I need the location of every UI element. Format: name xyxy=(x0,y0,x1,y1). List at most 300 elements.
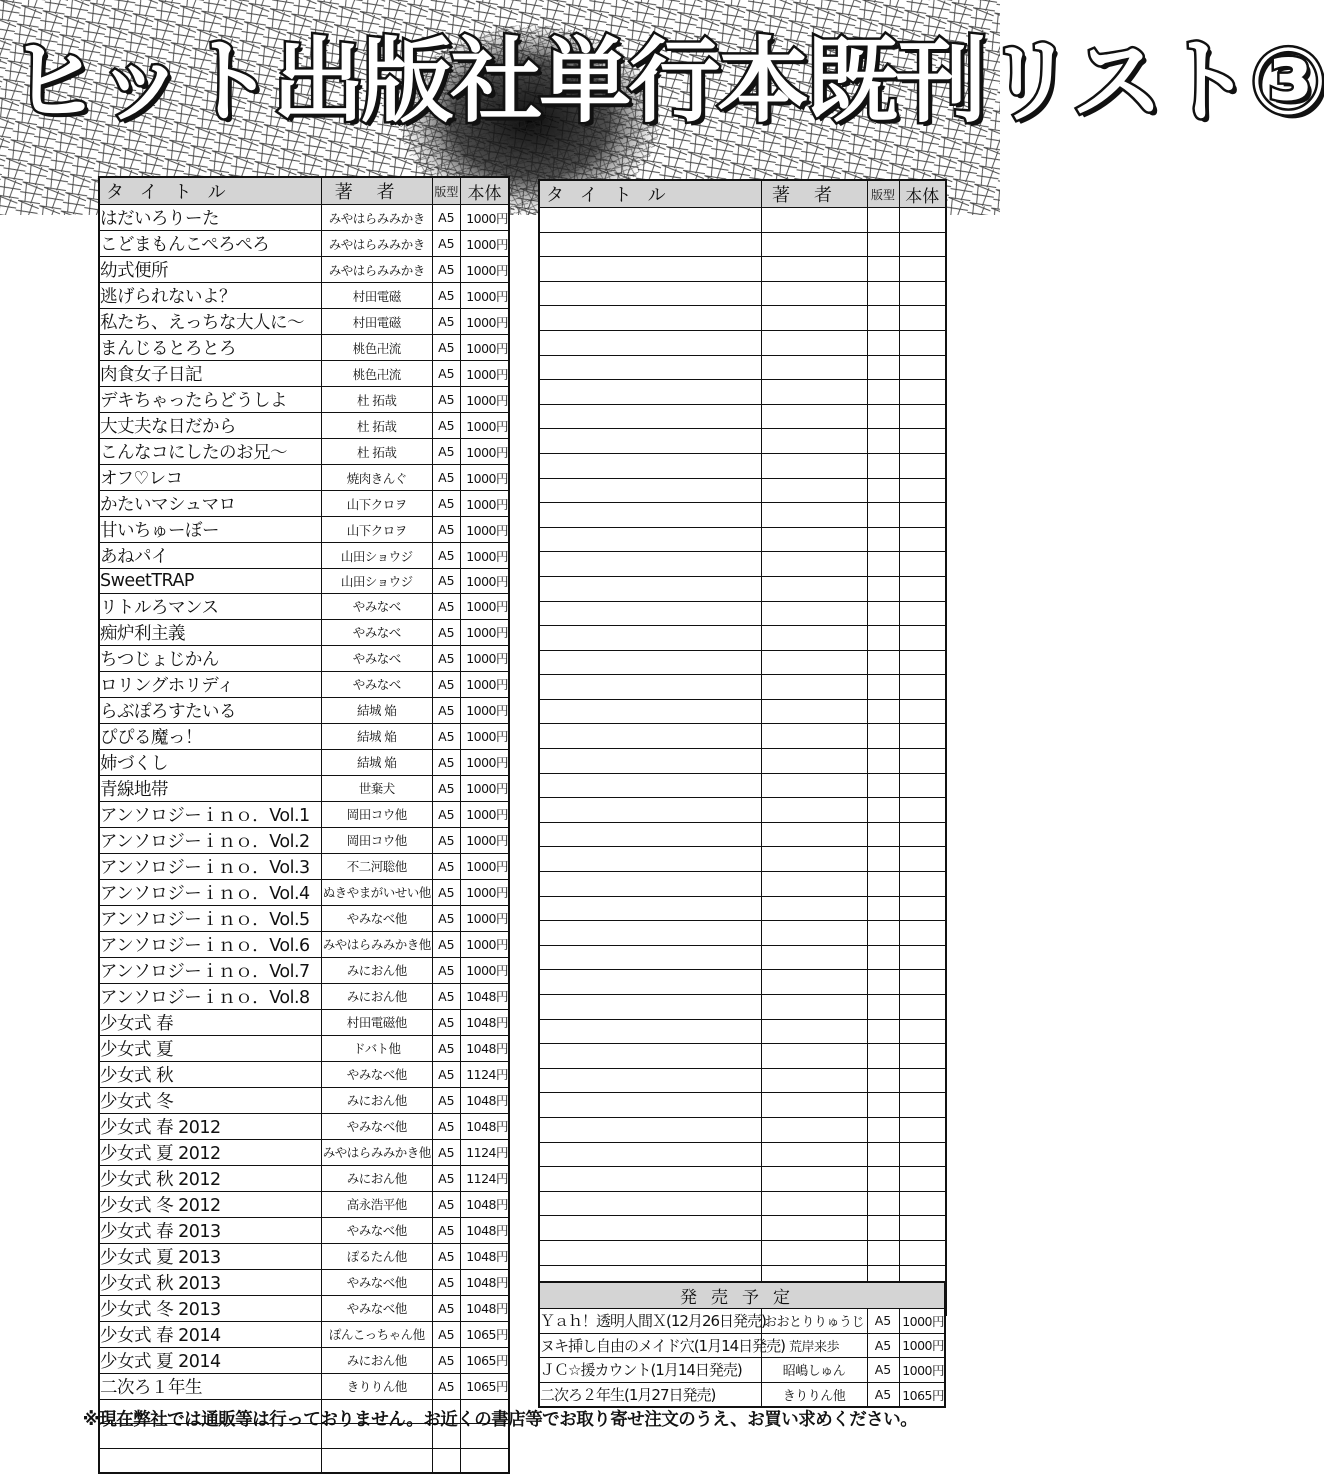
format-cell: A5 xyxy=(432,439,460,465)
footer-note: ※現在弊社では通販等は行っておりません。お近くの書店等でお取り寄せ注文のうえ、お買い求めください。 xyxy=(82,1410,918,1430)
title-cell: SweetTRAP xyxy=(99,569,321,594)
table-row xyxy=(99,1113,509,1139)
price-cell: 1000円 xyxy=(461,957,510,983)
table-row xyxy=(99,619,509,645)
format-cell xyxy=(867,699,899,724)
author-cell: 不二河聡他 xyxy=(321,853,432,879)
author-cell: やみなべ xyxy=(321,671,432,697)
price-cell: 1000円 xyxy=(461,879,510,905)
table-row xyxy=(539,1019,946,1044)
title-cell: 少女式 冬 2013 xyxy=(99,1295,321,1321)
author-cell xyxy=(761,232,867,257)
author-cell: やみなべ他 xyxy=(321,1217,432,1243)
table-row xyxy=(99,749,509,775)
table-header-row xyxy=(539,180,946,208)
format-cell xyxy=(867,822,899,847)
price-cell: 1000円 xyxy=(461,491,510,517)
table-row xyxy=(539,355,946,380)
author-cell: 山下クロヲ xyxy=(321,491,432,517)
format-cell: A5 xyxy=(432,1035,460,1061)
price-cell: 1048円 xyxy=(461,1243,510,1269)
author-cell: やみなべ xyxy=(321,593,432,619)
title-cell xyxy=(539,1191,761,1216)
author-cell xyxy=(761,281,867,306)
author-cell xyxy=(761,847,867,872)
author-cell: ぽるたん他 xyxy=(321,1243,432,1269)
title-cell xyxy=(539,429,761,454)
format-cell xyxy=(867,380,899,405)
author-cell xyxy=(761,675,867,700)
title-cell xyxy=(539,1142,761,1167)
price-cell: 1000円 xyxy=(461,593,510,619)
price-cell: 1048円 xyxy=(461,1191,510,1217)
price-cell: 1000円 xyxy=(461,723,510,749)
format-cell: A5 xyxy=(432,335,460,361)
author-cell xyxy=(761,208,867,233)
title-cell: 少女式 春 2013 xyxy=(99,1217,321,1243)
title-cell: 少女式 冬 2012 xyxy=(99,1191,321,1217)
price-cell xyxy=(899,699,946,724)
author-cell: みやはらみみかき他 xyxy=(321,931,432,957)
format-cell xyxy=(867,1044,899,1069)
title-cell xyxy=(539,995,761,1020)
price-cell: 1000円 xyxy=(461,439,510,465)
table-row xyxy=(539,1240,946,1265)
title-cell xyxy=(539,675,761,700)
format-cell xyxy=(867,576,899,601)
author-cell: おおとりりゅうじ xyxy=(761,1309,867,1334)
author-cell: 山下クロヲ xyxy=(321,517,432,543)
title-cell xyxy=(539,1240,761,1265)
format-cell xyxy=(867,281,899,306)
title-cell: 少女式 夏 2012 xyxy=(99,1139,321,1165)
format-cell xyxy=(867,675,899,700)
author-cell: ぬきやまがいせい他 xyxy=(321,879,432,905)
title-cell: 大丈夫な日だから xyxy=(99,413,321,439)
title-cell xyxy=(539,921,761,946)
price-cell xyxy=(899,1117,946,1142)
title-cell: 少女式 秋 2012 xyxy=(99,1165,321,1191)
price-cell xyxy=(899,1142,946,1167)
format-cell: A5 xyxy=(432,361,460,387)
author-cell: 結城 焔 xyxy=(321,697,432,723)
title-cell xyxy=(539,306,761,331)
table-row xyxy=(99,1269,509,1295)
table-row xyxy=(539,232,946,257)
price-cell xyxy=(899,404,946,429)
title-cell xyxy=(99,1448,321,1473)
author-cell xyxy=(761,1191,867,1216)
format-cell: A5 xyxy=(867,1382,899,1407)
title-cell: 甘いちゅーぼー xyxy=(99,517,321,543)
format-cell: A5 xyxy=(432,543,460,569)
title-cell xyxy=(539,503,761,528)
title-cell xyxy=(539,970,761,995)
table-row xyxy=(99,723,509,749)
price-cell: 1000円 xyxy=(461,231,510,257)
upcoming-header: 発売予定 xyxy=(539,1282,945,1309)
title-cell xyxy=(539,330,761,355)
price-cell xyxy=(899,847,946,872)
table-row xyxy=(99,957,509,983)
price-cell: 1000円 xyxy=(461,775,510,801)
title-cell: 青線地帯 xyxy=(99,775,321,801)
price-cell xyxy=(899,650,946,675)
header-title: タイトル xyxy=(539,180,761,208)
price-cell xyxy=(899,1216,946,1241)
author-cell: やみなべ xyxy=(321,619,432,645)
format-cell: A5 xyxy=(432,931,460,957)
author-cell xyxy=(761,872,867,897)
table-row xyxy=(539,1309,945,1334)
price-cell xyxy=(899,675,946,700)
table-row xyxy=(99,387,509,413)
author-cell: 村田電磁他 xyxy=(321,1009,432,1035)
author-cell: みやはらみみかき xyxy=(321,257,432,283)
title-cell xyxy=(539,724,761,749)
price-cell xyxy=(899,822,946,847)
format-cell: A5 xyxy=(432,879,460,905)
table-row xyxy=(539,1382,945,1407)
price-cell xyxy=(899,355,946,380)
format-cell xyxy=(867,1142,899,1167)
price-cell: 1000円 xyxy=(899,1358,945,1383)
price-cell: 1124円 xyxy=(461,1061,510,1087)
format-cell: A5 xyxy=(432,231,460,257)
format-cell: A5 xyxy=(432,1165,460,1191)
price-cell: 1000円 xyxy=(461,645,510,671)
format-cell: A5 xyxy=(432,1061,460,1087)
title-cell xyxy=(539,208,761,233)
format-cell: A5 xyxy=(432,1243,460,1269)
format-cell: A5 xyxy=(432,569,460,594)
title-cell xyxy=(539,1117,761,1142)
format-cell xyxy=(867,945,899,970)
author-cell xyxy=(761,798,867,823)
booklist-body-empty xyxy=(539,208,946,1315)
table-row xyxy=(99,569,509,594)
author-cell: 村田電磁 xyxy=(321,309,432,335)
title-cell xyxy=(539,872,761,897)
table-row xyxy=(99,465,509,491)
format-cell xyxy=(867,995,899,1020)
price-cell: 1000円 xyxy=(461,543,510,569)
price-cell xyxy=(899,626,946,651)
price-cell: 1065円 xyxy=(461,1347,510,1373)
format-cell: A5 xyxy=(432,1087,460,1113)
table-row xyxy=(539,626,946,651)
format-cell xyxy=(867,749,899,774)
table-row xyxy=(539,945,946,970)
format-cell xyxy=(867,872,899,897)
format-cell xyxy=(867,257,899,282)
price-cell: 1065円 xyxy=(461,1373,510,1399)
table-row xyxy=(99,361,509,387)
title-cell: 少女式 夏 2014 xyxy=(99,1347,321,1373)
table-row xyxy=(99,931,509,957)
format-cell xyxy=(867,896,899,921)
table-row xyxy=(99,231,509,257)
price-cell xyxy=(899,429,946,454)
table-row xyxy=(99,335,509,361)
format-cell: A5 xyxy=(432,387,460,413)
format-cell: A5 xyxy=(432,1321,460,1347)
price-cell xyxy=(899,601,946,626)
format-cell xyxy=(867,1117,899,1142)
table-row xyxy=(99,983,509,1009)
header-title: タイトル xyxy=(99,177,321,205)
author-cell xyxy=(761,1068,867,1093)
format-cell: A5 xyxy=(432,309,460,335)
table-row xyxy=(99,593,509,619)
author-cell: 結城 焔 xyxy=(321,749,432,775)
title-cell: リトルろマンス xyxy=(99,593,321,619)
title-cell: かたいマシュマロ xyxy=(99,491,321,517)
author-cell xyxy=(761,527,867,552)
title-cell xyxy=(539,257,761,282)
price-cell: 1065円 xyxy=(899,1382,945,1407)
format-cell: A5 xyxy=(432,697,460,723)
table-row xyxy=(539,552,946,577)
header-author: 著者 xyxy=(321,177,432,205)
price-cell xyxy=(899,1093,946,1118)
table-row xyxy=(539,1142,946,1167)
title-cell: 私たち、えっちな大人に〜 xyxy=(99,309,321,335)
booklist-table-left xyxy=(98,176,510,1474)
price-cell xyxy=(899,995,946,1020)
table-row xyxy=(539,330,946,355)
price-cell xyxy=(899,1019,946,1044)
price-cell xyxy=(899,552,946,577)
author-cell xyxy=(761,552,867,577)
price-cell xyxy=(899,281,946,306)
title-cell xyxy=(539,1068,761,1093)
table-row xyxy=(99,257,509,283)
format-cell xyxy=(867,650,899,675)
table-row xyxy=(539,306,946,331)
header-price: 本体 xyxy=(461,177,510,205)
format-cell xyxy=(867,306,899,331)
title-cell: はだいろりーた xyxy=(99,205,321,231)
title-cell: まんじるとろとろ xyxy=(99,335,321,361)
title-cell xyxy=(539,1216,761,1241)
title-cell xyxy=(539,1167,761,1192)
format-cell xyxy=(867,798,899,823)
author-cell xyxy=(761,355,867,380)
price-cell: 1000円 xyxy=(461,387,510,413)
price-cell: 1000円 xyxy=(461,801,510,827)
title-cell: アンソロジーｉｎｏ．Vol.6 xyxy=(99,931,321,957)
price-cell xyxy=(899,208,946,233)
price-cell: 1000円 xyxy=(461,361,510,387)
author-cell xyxy=(761,1019,867,1044)
title-cell: Ｙａｈ！透明人間Ｘ(12月26日発売) xyxy=(539,1309,761,1334)
title-cell xyxy=(539,601,761,626)
format-cell: A5 xyxy=(432,749,460,775)
title-cell: 肉食女子日記 xyxy=(99,361,321,387)
price-cell xyxy=(899,749,946,774)
author-cell: 荒岸来歩 xyxy=(761,1333,867,1358)
format-cell: A5 xyxy=(867,1358,899,1383)
price-cell: 1000円 xyxy=(461,283,510,309)
title-cell: 少女式 夏 xyxy=(99,1035,321,1061)
author-cell xyxy=(761,478,867,503)
author-cell: 結城 焔 xyxy=(321,723,432,749)
table-row xyxy=(539,453,946,478)
price-cell xyxy=(899,970,946,995)
price-cell: 1048円 xyxy=(461,1269,510,1295)
author-cell: みにおん他 xyxy=(321,1087,432,1113)
table-row xyxy=(99,205,509,231)
title-cell: 二次ろ２年生(1月27日発売) xyxy=(539,1382,761,1407)
author-cell: 昭嶋しゅん xyxy=(761,1358,867,1383)
format-cell: A5 xyxy=(432,645,460,671)
author-cell: やみなべ他 xyxy=(321,1061,432,1087)
price-cell xyxy=(899,330,946,355)
table-row xyxy=(99,671,509,697)
author-cell xyxy=(761,404,867,429)
title-cell xyxy=(539,798,761,823)
title-cell: 二次ろ１年生 xyxy=(99,1373,321,1399)
title-cell: こどまもんこぺろぺろ xyxy=(99,231,321,257)
table-row xyxy=(539,503,946,528)
table-row xyxy=(539,724,946,749)
price-cell: 1000円 xyxy=(461,749,510,775)
price-cell: 1000円 xyxy=(899,1309,945,1334)
title-cell: 少女式 春 2014 xyxy=(99,1321,321,1347)
upcoming-header-row xyxy=(539,1282,945,1309)
table-row xyxy=(99,775,509,801)
table-row xyxy=(99,439,509,465)
author-cell: きりりん他 xyxy=(321,1373,432,1399)
author-cell: みやはらみみかき xyxy=(321,205,432,231)
author-cell xyxy=(761,257,867,282)
price-cell xyxy=(899,478,946,503)
author-cell: 世棄犬 xyxy=(321,775,432,801)
format-cell: A5 xyxy=(867,1309,899,1334)
author-cell xyxy=(761,1142,867,1167)
author-cell xyxy=(761,1240,867,1265)
page-title: ヒット出版社単行本既刊リスト③ xyxy=(8,28,1324,135)
format-cell: A5 xyxy=(432,1217,460,1243)
title-cell xyxy=(539,552,761,577)
author-cell xyxy=(321,1448,432,1473)
table-row xyxy=(99,1321,509,1347)
title-cell: ちつじょじかん xyxy=(99,645,321,671)
table-row xyxy=(539,527,946,552)
price-cell xyxy=(899,896,946,921)
table-row xyxy=(99,1061,509,1087)
format-cell: A5 xyxy=(432,775,460,801)
table-row xyxy=(99,543,509,569)
title-cell xyxy=(539,355,761,380)
title-cell: 少女式 夏 2013 xyxy=(99,1243,321,1269)
author-cell xyxy=(761,650,867,675)
price-cell: 1048円 xyxy=(461,1009,510,1035)
title-cell: アンソロジーｉｎｏ．Vol.1 xyxy=(99,801,321,827)
upcoming-body xyxy=(539,1309,945,1408)
title-cell: ぴぴる魔っ！ xyxy=(99,723,321,749)
table-row xyxy=(99,645,509,671)
title-cell xyxy=(539,576,761,601)
title-cell xyxy=(539,896,761,921)
table-row xyxy=(99,853,509,879)
table-row xyxy=(99,827,509,853)
format-cell xyxy=(867,208,899,233)
author-cell: 高永浩平他 xyxy=(321,1191,432,1217)
booklist-body xyxy=(99,205,509,1474)
table-row xyxy=(539,847,946,872)
author-cell xyxy=(761,453,867,478)
author-cell xyxy=(761,1117,867,1142)
format-cell: A5 xyxy=(432,723,460,749)
table-row xyxy=(539,798,946,823)
author-cell: ぽんこっちゃん他 xyxy=(321,1321,432,1347)
author-cell xyxy=(761,773,867,798)
format-cell xyxy=(867,429,899,454)
format-cell: A5 xyxy=(432,671,460,697)
author-cell xyxy=(761,822,867,847)
format-cell: A5 xyxy=(432,619,460,645)
price-cell xyxy=(899,527,946,552)
author-cell xyxy=(761,601,867,626)
price-cell: 1000円 xyxy=(461,517,510,543)
table-row xyxy=(539,650,946,675)
title-cell xyxy=(539,699,761,724)
table-row xyxy=(99,1035,509,1061)
author-cell: みにおん他 xyxy=(321,983,432,1009)
author-cell xyxy=(761,626,867,651)
format-cell xyxy=(867,1167,899,1192)
author-cell xyxy=(761,429,867,454)
author-cell xyxy=(761,1216,867,1241)
table-row xyxy=(99,1347,509,1373)
author-cell: 桃色卍流 xyxy=(321,335,432,361)
author-cell: やみなべ他 xyxy=(321,1269,432,1295)
table-row xyxy=(539,1117,946,1142)
format-cell xyxy=(867,773,899,798)
booklist-table-right xyxy=(538,179,947,1316)
table-row xyxy=(539,970,946,995)
table-row xyxy=(99,905,509,931)
table-row xyxy=(539,699,946,724)
header-format: 版型 xyxy=(432,177,460,205)
price-cell: 1000円 xyxy=(461,671,510,697)
title-cell: 逃げられないよ？ xyxy=(99,283,321,309)
format-cell xyxy=(867,724,899,749)
format-cell xyxy=(867,1019,899,1044)
author-cell xyxy=(761,306,867,331)
format-cell xyxy=(867,232,899,257)
table-row xyxy=(99,1165,509,1191)
table-row xyxy=(539,872,946,897)
table-row xyxy=(99,697,509,723)
format-cell: A5 xyxy=(432,983,460,1009)
format-cell xyxy=(867,527,899,552)
author-cell: 焼肉きんぐ xyxy=(321,465,432,491)
format-cell: A5 xyxy=(432,465,460,491)
author-cell xyxy=(761,330,867,355)
price-cell xyxy=(899,576,946,601)
author-cell xyxy=(761,921,867,946)
table-row xyxy=(539,1167,946,1192)
title-cell xyxy=(539,404,761,429)
table-row xyxy=(539,478,946,503)
title-cell: 少女式 冬 xyxy=(99,1087,321,1113)
title-cell: 姉づくし xyxy=(99,749,321,775)
format-cell: A5 xyxy=(432,853,460,879)
author-cell xyxy=(761,945,867,970)
